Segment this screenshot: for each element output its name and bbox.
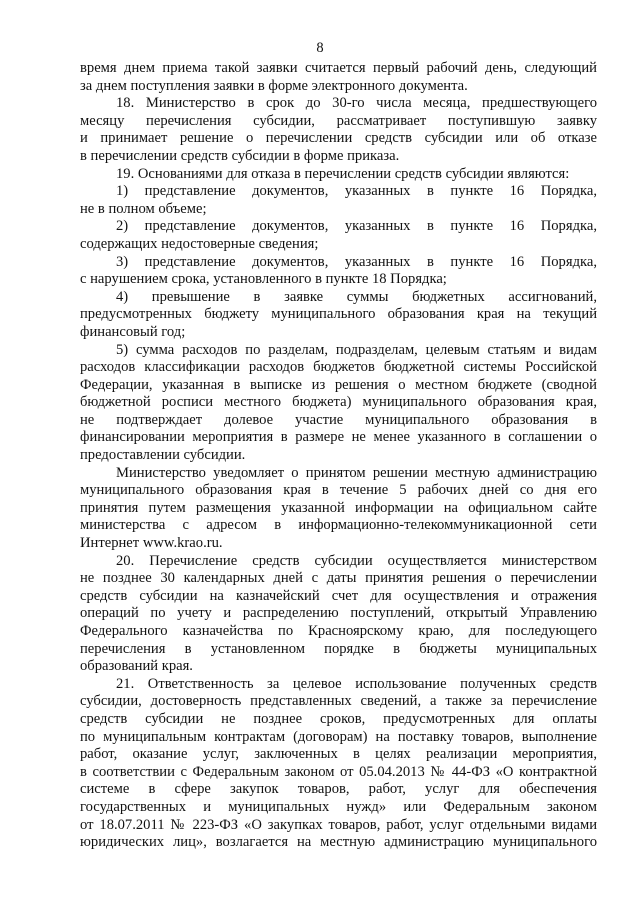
- text-line: 5) сумма расходов по разделам, подразделам, целевым статьям и видам: [116, 341, 597, 358]
- text-line: в перечислении средств субсидии в форме приказа.: [80, 147, 400, 164]
- text-line: муниципального образования края в течение 5 рабочих дней со дня его: [80, 482, 597, 499]
- text-line: юридических лиц», возлагается на местную администрацию муниципального: [80, 834, 597, 851]
- text-line: финансовый год;: [80, 323, 186, 340]
- text-line: принятия путем размещения указанной информации на официальном сайте: [80, 499, 597, 516]
- text-line: средств субсидии на казначейский счет для осуществления и отражения: [80, 587, 597, 604]
- text-line: 18. Министерство в срок до 30-го числа месяца, предшествующего: [116, 95, 597, 112]
- text-line: субсидии, достоверность представленных сведений, а также за перечисление: [80, 693, 597, 710]
- text-line: от 18.07.2011 № 223-ФЗ «О закупках товаров, работ, услуг отдельными видами: [80, 816, 597, 833]
- text-line: государственных и муниципальных нужд» или Федеральным законом: [80, 798, 597, 815]
- text-line: предоставлении субсидии.: [80, 447, 246, 464]
- text-line: расходов классификации расходов бюджетов бюджетной системы Российской: [80, 359, 597, 376]
- text-line: не позднее 30 календарных дней с даты принятия решения о перечислении: [80, 570, 597, 587]
- text-line: предусмотренных бюджету муниципального образования края на текущий: [80, 306, 597, 323]
- text-line: финансировании мероприятия в размере не менее указанного в соглашении о: [80, 429, 597, 446]
- text-line: работ, оказание услуг, заключенных в целях реализации мероприятия,: [80, 746, 597, 763]
- text-line: не подтверждает долевое участие муниципального образования в: [80, 411, 597, 428]
- text-line: 3) представление документов, указанных в пункте 16 Порядка,: [116, 253, 597, 270]
- text-line: Интернет www.krao.ru.: [80, 535, 223, 552]
- text-line: содержащих недостоверные сведения;: [80, 235, 319, 252]
- text-line: месяцу перечисления субсидии, рассматривает поступившую заявку: [80, 112, 597, 129]
- text-line: 2) представление документов, указанных в пункте 16 Порядка,: [116, 218, 597, 235]
- text-line: операций по учету и распределению поступлений, открытый Управлению: [80, 605, 597, 622]
- text-line: Федерации, указанная в выписке из решения о местном бюджете (сводной: [80, 376, 597, 393]
- text-line: за днем поступления заявки в форме электронного документа.: [80, 77, 468, 94]
- text-line: и принимает решение о перечислении средств субсидии или об отказе: [80, 130, 597, 147]
- text-line: по муниципальным контрактам (договорам) на поставку товаров, выполнение: [80, 728, 597, 745]
- text-line: министерства с адресом в информационно-телекоммуникационной сети: [80, 517, 597, 534]
- text-line: Федерального казначейства по Красноярскому краю, для последующего: [80, 623, 597, 639]
- text-line: образований края.: [80, 658, 193, 675]
- document-body: [80, 60, 597, 852]
- text-line: 1) представление документов, указанных в пункте 16 Порядка,: [116, 183, 597, 200]
- text-line: средств субсидии не позднее сроков, предусмотренных для оплаты: [80, 710, 597, 727]
- text-line: 20. Перечисление средств субсидии осуществляется министерством: [116, 552, 597, 569]
- text-line: 21. Ответственность за целевое использование полученных средств: [116, 675, 597, 692]
- text-line: 19. Основаниями для отказа в перечислении средств субсидии являются:: [116, 165, 570, 182]
- text-line: перечисления в установленном порядке в бюджеты муниципальных: [80, 640, 597, 657]
- text-line: системе в сфере закупок товаров, работ, услуг для обеспечения: [80, 781, 597, 798]
- text-line: 4) превышение в заявке суммы бюджетных ассигнований,: [116, 288, 597, 305]
- text-line: не в полном объеме;: [80, 200, 207, 217]
- text-line: Министерство уведомляет о принятом решении местную администрацию: [116, 464, 597, 481]
- page-number: 8: [316, 40, 324, 56]
- text-line: бюджетной росписи местного бюджета) муниципального образования края,: [80, 394, 597, 411]
- text-line: в соответствии с Федеральным законом от 05.04.2013 № 44-ФЗ «О контрактной: [80, 763, 597, 780]
- text-line: время днем приема такой заявки считается первый рабочий день, следующий: [80, 60, 597, 76]
- text-line: с нарушением срока, установленного в пункте 18 Порядка;: [80, 271, 447, 288]
